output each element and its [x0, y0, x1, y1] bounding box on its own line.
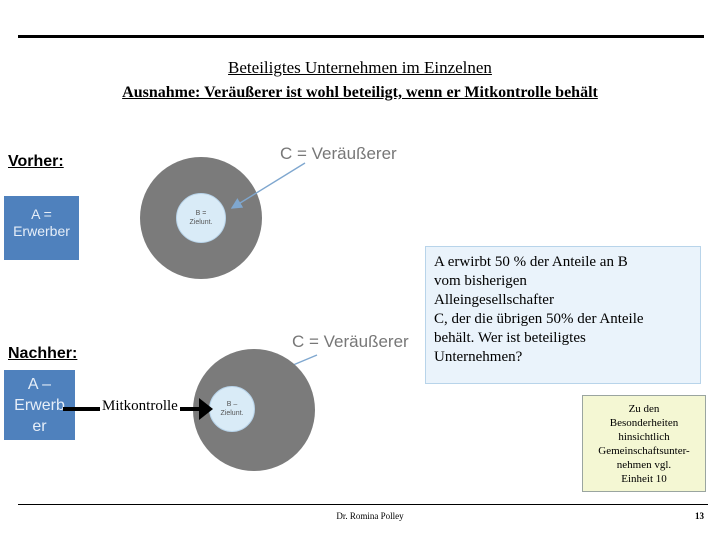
vorher-circle-b-line2: Zielunt.: [189, 219, 213, 226]
slide-title: Beteiligtes Unternehmen im Einzelnen: [228, 58, 492, 77]
vorher-label: Vorher:: [8, 153, 64, 170]
nachher-circle-b-line1: B –: [226, 401, 238, 408]
question-line1: A erwirbt 50 % der Anteile an B: [434, 254, 628, 270]
nachher-circle-b-line2: Zielunt.: [220, 410, 244, 417]
note-line6: Einheit 10: [621, 473, 667, 485]
nachher-label: Nachher:: [8, 345, 78, 362]
nachher-c-label: C = Veräußerer: [292, 332, 409, 351]
vorher-box-a-line1: A =: [31, 206, 52, 222]
vorher-box-a-line2: Erwerber: [13, 223, 70, 239]
note-line3: hinsichtlich: [618, 431, 670, 443]
question-line6: Unternehmen?: [434, 349, 523, 365]
nachher-box-a-line2: Erwerb: [14, 397, 65, 414]
note-line5: nehmen vgl.: [616, 459, 672, 471]
footer-author: Dr. Romina Polley: [336, 511, 404, 521]
vorher-c-label: C = Veräußerer: [280, 144, 397, 163]
note-line4: Gemeinschaftsunter-: [598, 445, 690, 457]
note-line2: Besonderheiten: [609, 417, 679, 429]
slide-subtitle: Ausnahme: Veräußerer ist wohl beteiligt, wenn er Mitkontrolle behält: [122, 84, 598, 101]
page-number: 13: [695, 511, 704, 521]
footer-rule: [18, 504, 708, 505]
question-line3: Alleingesellschafter: [434, 292, 554, 308]
nachher-box-a-line1: A –: [27, 376, 52, 393]
question-line4: C, der die übrigen 50% der Anteile: [434, 311, 644, 327]
vorher-c-arrow: [232, 163, 305, 208]
vorher-circle-b-line1: B =: [195, 210, 207, 217]
question-line2: vom bisherigen: [434, 273, 527, 289]
mitkontrolle-label: Mitkontrolle: [102, 398, 178, 414]
note-box: [582, 395, 706, 492]
question-box: [425, 246, 701, 384]
note-line1: Zu den: [628, 403, 660, 415]
question-line5: behält. Wer ist beteiligtes: [434, 330, 586, 346]
nachher-box-a-line3: er: [32, 418, 47, 435]
